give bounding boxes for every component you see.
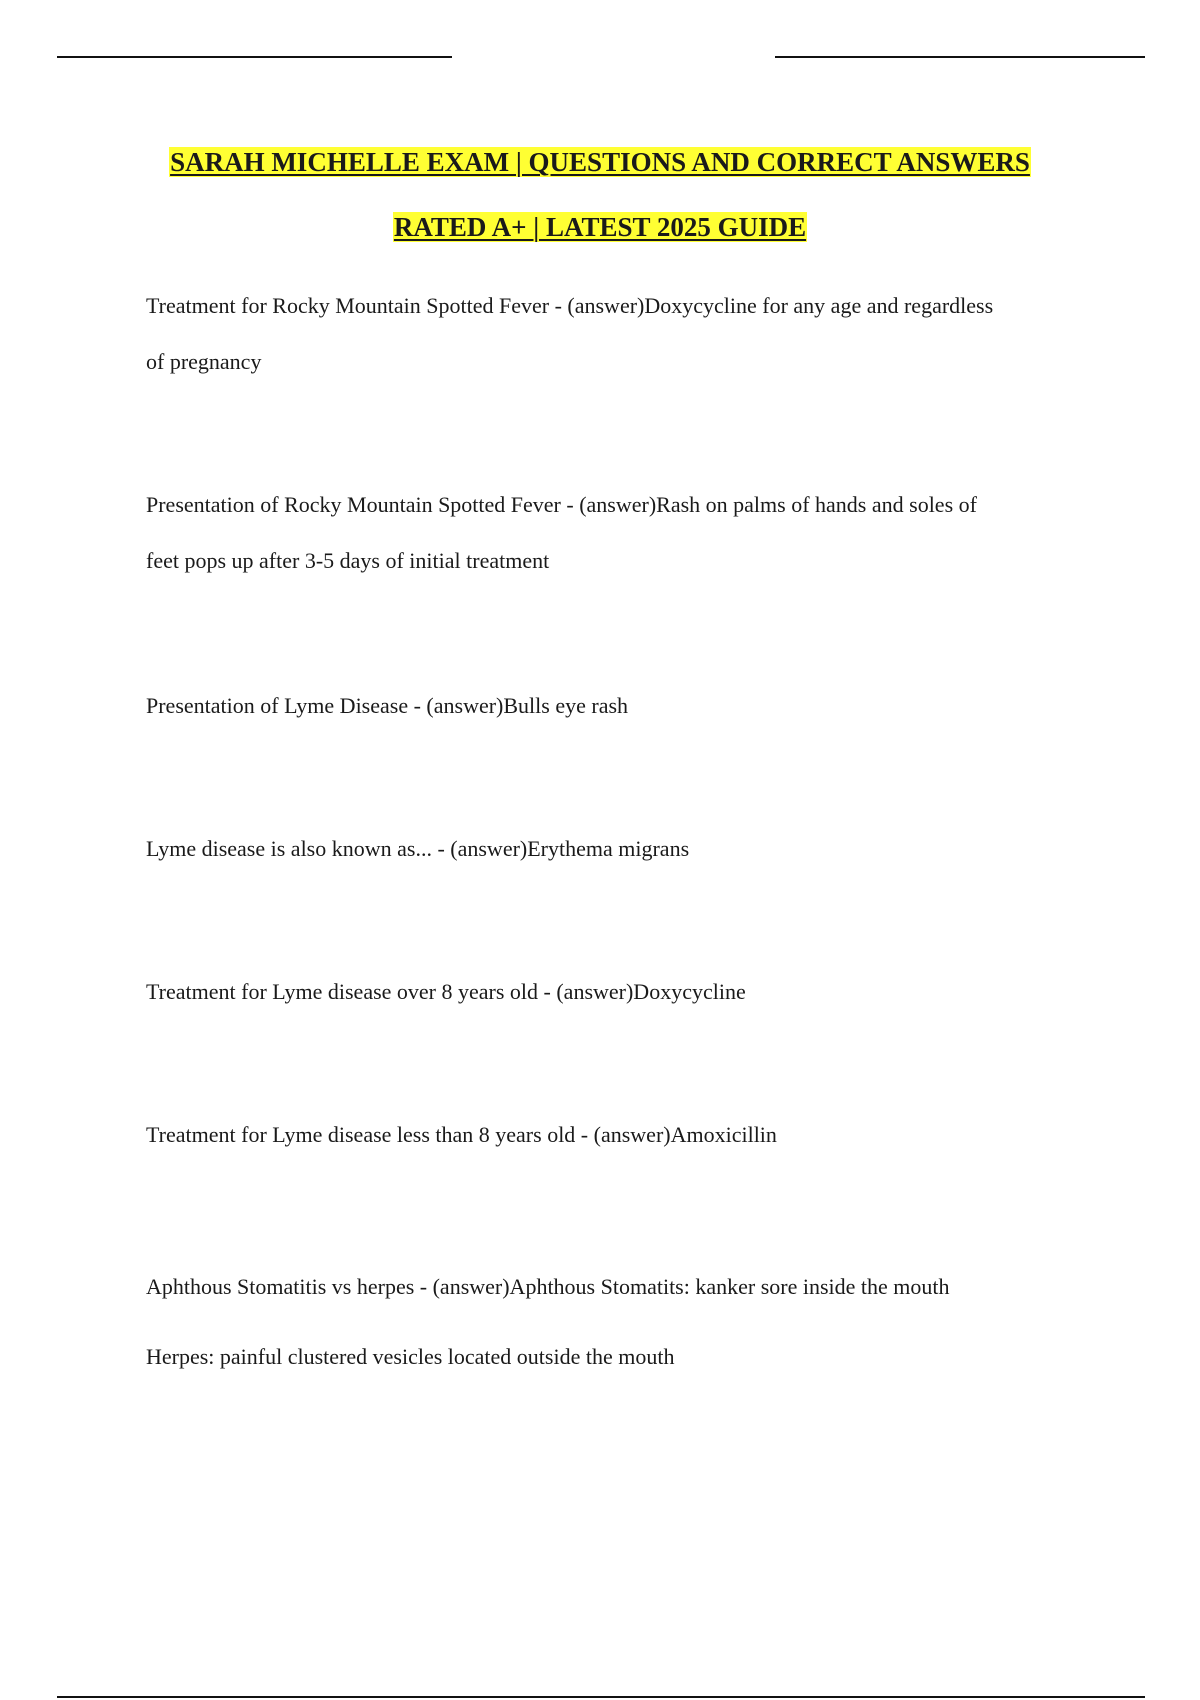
qa-entry — [146, 278, 1086, 390]
header-rule-right — [775, 56, 1145, 58]
qa-line: Herpes: painful clustered vesicles located outside the mouth — [146, 1344, 675, 1369]
qa-entry — [146, 1107, 1086, 1163]
qa-line: Treatment for Lyme disease over 8 years old - (answer)Doxycycline — [146, 979, 746, 1004]
qa-line: Aphthous Stomatitis vs herpes - (answer)Aphthous Stomatits: kanker sore inside the mouth — [146, 1274, 950, 1299]
qa-line: Treatment for Rocky Mountain Spotted Fever - (answer)Doxycycline for any age and regardless — [146, 293, 994, 318]
qa-entry — [146, 1252, 1086, 1392]
footer-rule — [57, 1696, 1145, 1698]
qa-line: Treatment for Lyme disease less than 8 years old - (answer)Amoxicillin — [146, 1122, 777, 1147]
qa-line: feet pops up after 3-5 days of initial treatment — [146, 548, 550, 573]
document-title-line-2 — [0, 210, 1200, 244]
qa-entry — [146, 821, 1086, 877]
qa-line: of pregnancy — [146, 349, 262, 374]
qa-line: Presentation of Lyme Disease - (answer)Bulls eye rash — [146, 693, 629, 718]
document-title-line-1 — [0, 145, 1200, 179]
qa-line: Lyme disease is also known as... - (answer)Erythema migrans — [146, 836, 690, 861]
header-rule-left — [57, 56, 452, 58]
title-text-2: RATED A+ | LATEST 2025 GUIDE — [393, 212, 807, 242]
qa-line: Presentation of Rocky Mountain Spotted Fever - (answer)Rash on palms of hands and soles of — [146, 492, 977, 517]
qa-entry — [146, 678, 1086, 734]
qa-entry — [146, 477, 1086, 589]
title-text-1: SARAH MICHELLE EXAM | QUESTIONS AND CORRECT ANSWERS — [170, 147, 1030, 177]
qa-entry — [146, 964, 1086, 1020]
